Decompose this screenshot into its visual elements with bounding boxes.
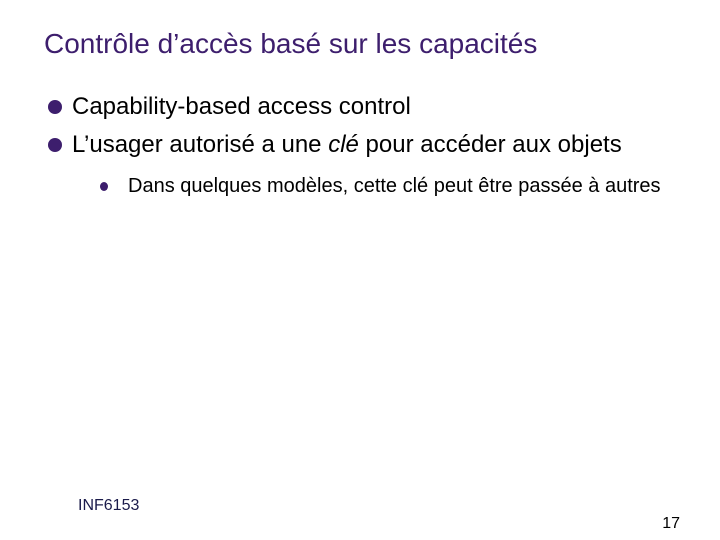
slide-title: Contrôle d’accès basé sur les capacités [44, 28, 538, 59]
bullet-item-capability-based-access-control [48, 88, 688, 126]
bullet-item-user-key [48, 126, 688, 164]
bullet-text: Capability-based access control [72, 93, 411, 120]
page-number: 17 [662, 515, 680, 532]
course-code: INF6153 [78, 497, 140, 514]
bullet-text-after: pour accéder aux objets [358, 131, 622, 158]
sub-bullet-text: Dans quelques modèles, cette clé peut être passée à autres [128, 175, 661, 197]
bullet-list [48, 88, 688, 202]
bullet-dot-icon [48, 138, 62, 152]
sub-bullet-dot-icon [100, 182, 108, 191]
bullet-text-before: L’usager autorisé a une [72, 131, 329, 158]
bullet-emphasis: clé [328, 131, 359, 158]
bullet-dot-icon [48, 100, 62, 114]
sub-bullet-item-key-transfer [100, 170, 688, 202]
